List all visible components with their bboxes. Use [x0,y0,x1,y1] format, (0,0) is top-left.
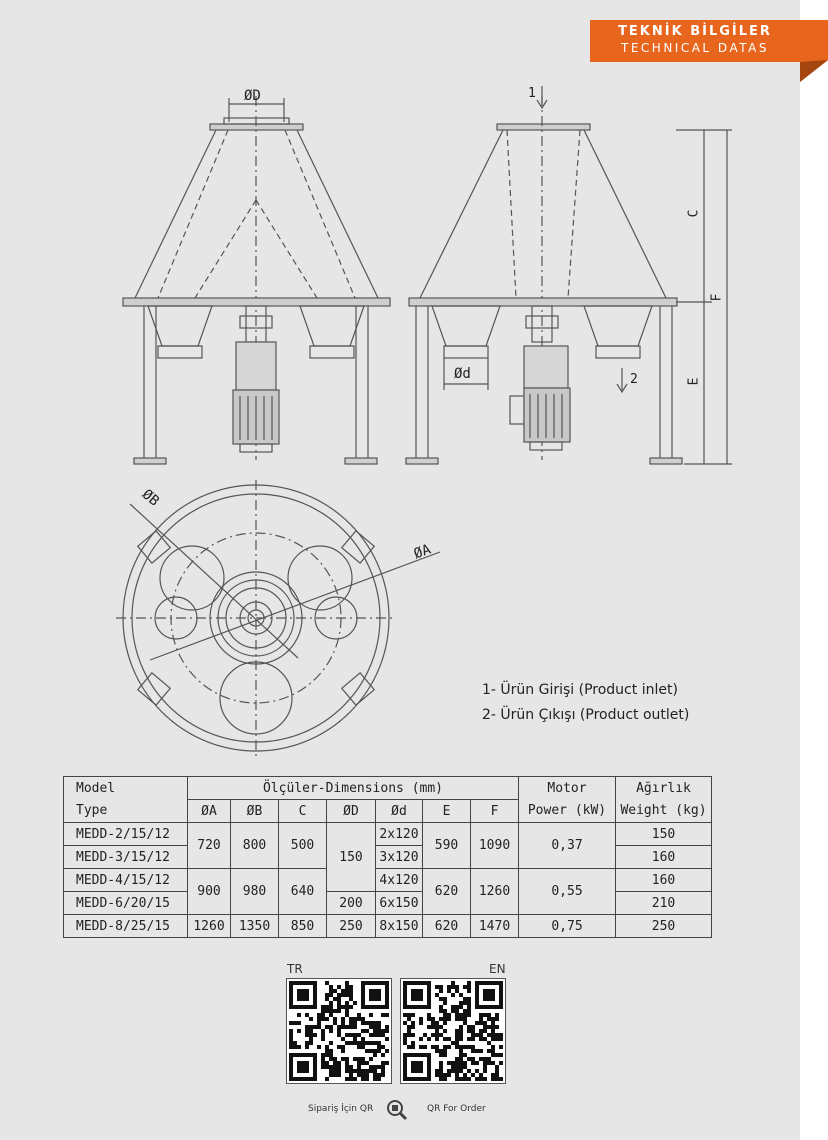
order-qr-tr: Sipariş İçin QR [308,1104,374,1114]
ribbon-title-tr: TEKNİK BİLGİLER [618,24,772,39]
value-D: 150 [327,823,376,892]
col-d: Ød [376,800,423,823]
model-cell: MEDD-8/25/15 [64,915,188,938]
value-E: 620 [423,915,471,938]
label-dim-E: E [686,377,702,386]
value-d: 2x120 [376,823,423,846]
value-E: 620 [423,869,471,915]
header-weight [616,777,712,823]
col-B: ØB [231,800,279,823]
value-F: 1260 [471,869,519,915]
model-cell: MEDD-3/15/12 [64,846,188,869]
value-B: 1350 [231,915,279,938]
col-C: C [279,800,327,823]
model-cell: MEDD-6/20/15 [64,892,188,915]
value-weight: 150 [616,823,712,846]
value-F: 1470 [471,915,519,938]
col-F: F [471,800,519,823]
col-E: E [423,800,471,823]
ribbon-fold [800,20,828,82]
ribbon-title-en: TECHNICAL DATAS [621,41,769,55]
value-power: 0,75 [519,915,616,938]
value-weight: 160 [616,869,712,892]
header-weight-line1: Ağırlık [636,780,691,796]
legend-outlet: 2- Ürün Çıkışı (Product outlet) [482,707,690,723]
value-C: 640 [279,869,327,915]
qr-scan-icon [386,1099,408,1121]
qr-en-label: EN [489,962,506,976]
value-C: 850 [279,915,327,938]
label-marker-1: 1 [528,86,536,101]
header-weight-line2: Weight (kg) [620,802,707,818]
value-D: 250 [327,915,376,938]
header-model-label: Model [76,780,116,796]
col-D: ØD [327,800,376,823]
value-A: 1260 [188,915,231,938]
order-qr-en: QR For Order [427,1104,486,1114]
qr-pattern-tr [287,979,391,1083]
qr-code-en[interactable] [400,978,506,1084]
header-type-label: Type [76,802,108,818]
label-dia-A: ØA [411,541,434,563]
value-weight: 210 [616,892,712,915]
value-power: 0,37 [519,823,616,869]
value-E: 590 [423,823,471,869]
qr-tr-label: TR [287,962,303,976]
label-marker-2: 2 [630,372,638,387]
technical-table [63,776,712,938]
header-dimensions: Ölçüler-Dimensions (mm) [188,777,519,800]
header-motor [519,777,616,823]
header-motor-line1: Motor [547,780,587,796]
label-dim-C: C [686,209,702,218]
label-dim-F: F [709,293,725,302]
value-weight: 160 [616,846,712,869]
header-motor-line2: Power (kW) [527,802,607,818]
value-A: 900 [188,869,231,915]
qr-code-tr[interactable] [286,978,392,1084]
value-power: 0,55 [519,869,616,915]
value-B: 980 [231,869,279,915]
value-d: 8x150 [376,915,423,938]
value-B: 800 [231,823,279,869]
value-A: 720 [188,823,231,869]
value-C: 500 [279,823,327,869]
legend-inlet: 1- Ürün Girişi (Product inlet) [482,682,678,698]
value-d: 4x120 [376,869,423,892]
label-dia-D: ØD [244,88,261,104]
value-d: 6x150 [376,892,423,915]
model-cell: MEDD-4/15/12 [64,869,188,892]
label-dia-B: ØB [138,486,163,510]
qr-pattern-en [401,979,505,1083]
col-A: ØA [188,800,231,823]
header-model [64,777,188,823]
value-d: 3x120 [376,846,423,869]
label-dia-d: Ød [454,366,471,382]
model-cell: MEDD-2/15/12 [64,823,188,846]
value-F: 1090 [471,823,519,869]
value-D: 200 [327,892,376,915]
right-margin-strip [800,0,828,1140]
value-weight: 250 [616,915,712,938]
